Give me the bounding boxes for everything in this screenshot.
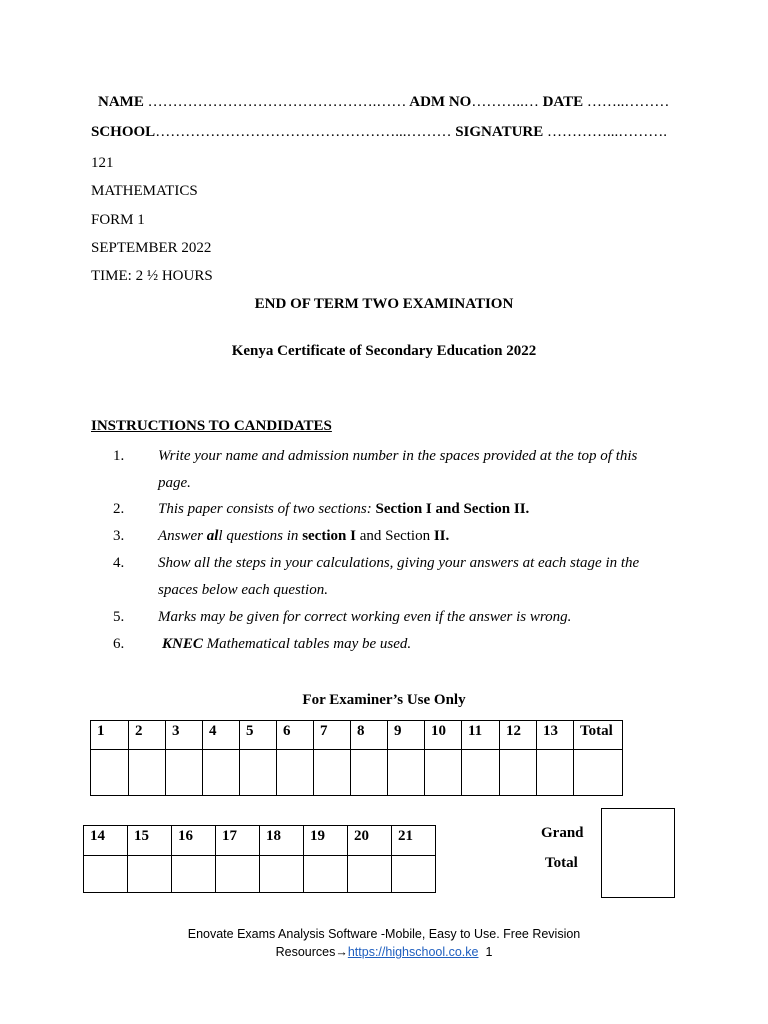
instruction-part: l questions in (218, 528, 303, 544)
mark-cell[interactable] (425, 750, 462, 796)
total-header: Total (574, 721, 623, 750)
mark-cell[interactable] (129, 750, 166, 796)
instruction-number: 3. (113, 528, 125, 544)
signature-label: SIGNATURE (455, 124, 544, 140)
instruction-part-bold: al (206, 528, 219, 544)
school-label: SCHOOL (91, 124, 156, 140)
instruction-number: 2. (113, 501, 125, 517)
mark-cell[interactable] (392, 856, 436, 893)
question-number: 2 (129, 721, 166, 750)
instruction-part-bold: section I (302, 528, 356, 544)
footer-link[interactable]: https://highschool.co.ke (347, 945, 479, 959)
arrow-icon: → (335, 945, 348, 959)
mark-cell[interactable] (537, 750, 574, 796)
question-number: 12 (500, 721, 537, 750)
paper-code: 121 (91, 155, 114, 171)
question-number: 5 (240, 721, 277, 750)
mark-cell[interactable] (84, 856, 128, 893)
question-number: 8 (351, 721, 388, 750)
mark-cell[interactable] (91, 750, 129, 796)
school-dots[interactable]: …………………………………………...……… (155, 124, 452, 140)
instructions-heading: INSTRUCTIONS TO CANDIDATES (91, 418, 332, 434)
instruction-text (158, 528, 449, 545)
name-dots[interactable]: ……………………………………….…… (147, 94, 407, 110)
question-number: 17 (216, 826, 260, 856)
marks-header-row (84, 826, 436, 856)
mark-cell[interactable] (314, 750, 351, 796)
question-number: 6 (277, 721, 314, 750)
grand-total-label-2: Total (545, 855, 578, 871)
question-number: 10 (425, 721, 462, 750)
grand-total-label-1: Grand (541, 825, 584, 841)
instruction-number: 6. (113, 636, 125, 652)
marks-header-row (91, 721, 623, 750)
instruction-text (162, 636, 411, 653)
question-number: 16 (172, 826, 216, 856)
subject: MATHEMATICS (91, 183, 198, 199)
question-number: 20 (348, 826, 392, 856)
question-number: 4 (203, 721, 240, 750)
instruction-text: Show all the steps in your calculations, giving your answers at each stage in the (158, 555, 640, 571)
question-number: 11 (462, 721, 500, 750)
exam-date: SEPTEMBER 2022 (91, 240, 212, 256)
date-label: DATE (542, 94, 584, 110)
question-number: 3 (166, 721, 203, 750)
mark-cell[interactable] (304, 856, 348, 893)
instruction-text-cont: page. (158, 475, 191, 491)
mark-cell[interactable] (166, 750, 203, 796)
footer-resources: Resources (275, 945, 336, 959)
question-number: 19 (304, 826, 348, 856)
mark-cell[interactable] (216, 856, 260, 893)
instruction-text-bold: KNEC (162, 636, 203, 652)
instruction-part-bold: II. (433, 528, 450, 544)
mark-cell[interactable] (240, 750, 277, 796)
instruction-text: Write your name and admission number in the spaces provided at the top of this (158, 448, 638, 464)
name-label: NAME (98, 94, 144, 110)
mark-cell[interactable] (128, 856, 172, 893)
instruction-number: 4. (113, 555, 125, 571)
instruction-text-italic: Mathematical tables may be used. (202, 636, 412, 652)
question-number: 15 (128, 826, 172, 856)
mark-cell[interactable] (500, 750, 537, 796)
instruction-text (158, 501, 529, 518)
mark-cell[interactable] (277, 750, 314, 796)
page-number: 1 (485, 945, 493, 959)
examiner-heading: For Examiner’s Use Only (302, 692, 466, 708)
instruction-number: 1. (113, 448, 125, 464)
footer (0, 925, 768, 961)
instruction-part: Answer (158, 528, 207, 544)
mark-cell[interactable] (351, 750, 388, 796)
instruction-text: Marks may be given for correct working even if the answer is wrong. (158, 609, 572, 625)
exam-subtitle: Kenya Certificate of Secondary Education 2022 (231, 343, 537, 359)
name-line (98, 94, 669, 111)
marks-entry-row (91, 750, 623, 796)
instruction-part: and Section (355, 528, 434, 544)
form: FORM 1 (91, 212, 145, 228)
mark-cell[interactable] (348, 856, 392, 893)
exam-title: END OF TERM TWO EXAMINATION (254, 296, 514, 312)
school-line (91, 124, 667, 141)
footer-line-1: Enovate Exams Analysis Software -Mobile, Easy to Use. Free Revision (187, 927, 581, 941)
mark-cell[interactable] (260, 856, 304, 893)
question-number: 1 (91, 721, 129, 750)
mark-cell[interactable] (203, 750, 240, 796)
instruction-number: 5. (113, 609, 125, 625)
question-number: 7 (314, 721, 351, 750)
adm-dots[interactable]: ………..… (471, 94, 539, 110)
marks-entry-row (84, 856, 436, 893)
question-number: 18 (260, 826, 304, 856)
instruction-text-cont: spaces below each question. (158, 582, 328, 598)
marks-table-1 (90, 720, 623, 796)
instruction-text-bold: Section I and Section II. (375, 501, 530, 517)
footer-line-2 (0, 943, 768, 961)
marks-table-2 (83, 825, 436, 893)
date-dots[interactable]: ……..……… (586, 94, 670, 110)
total-cell[interactable] (574, 750, 623, 796)
mark-cell[interactable] (172, 856, 216, 893)
signature-dots[interactable]: …………...………. (547, 124, 668, 140)
mark-cell[interactable] (388, 750, 425, 796)
mark-cell[interactable] (462, 750, 500, 796)
question-number: 9 (388, 721, 425, 750)
question-number: 13 (537, 721, 574, 750)
exam-time: TIME: 2 ½ HOURS (91, 268, 213, 284)
question-number: 14 (84, 826, 128, 856)
question-number: 21 (392, 826, 436, 856)
instruction-text-italic: This paper consists of two sections: (158, 501, 376, 517)
adm-label: ADM NO (409, 94, 472, 110)
grand-total-box[interactable] (601, 808, 675, 898)
